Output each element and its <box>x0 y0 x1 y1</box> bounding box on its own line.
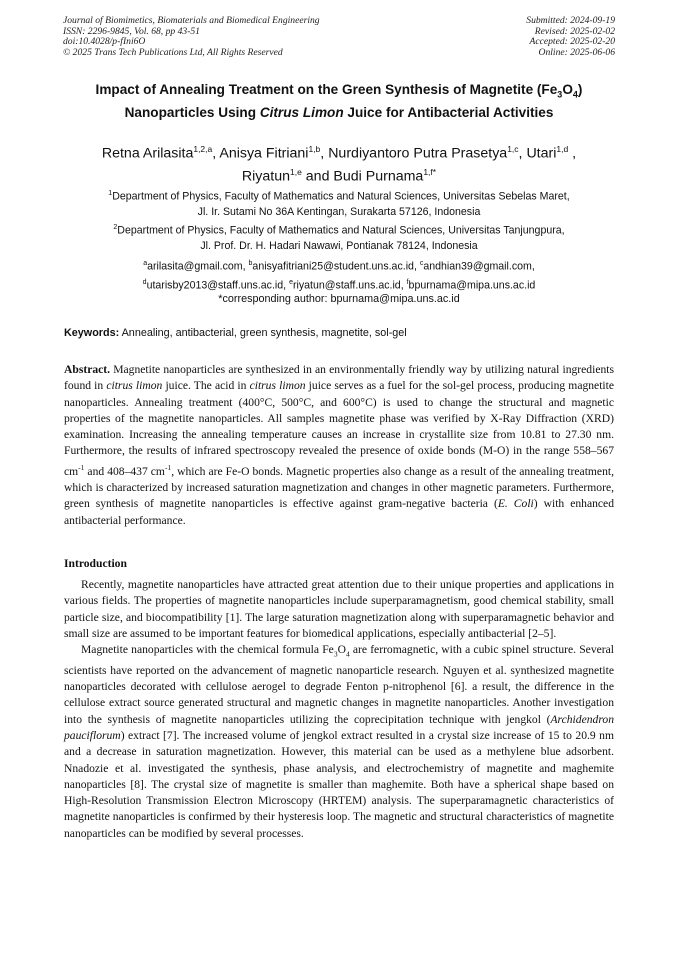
affiliation-1: $^1$Department of Physics, Faculty of Mathematics and Natural Sciences, Universitas Sebelas Maret, Jl. Ir. Sutami No 36A Kentingan, Surakarta 57126, Indonesia <box>108 190 570 218</box>
author-name: Riyatun <box>241 168 291 185</box>
abstract-label: Abstract. <box>64 363 111 376</box>
author-emails: $^a$arilasita@gmail.com, $^b$anisyafitriani25@student.uns.ac.id, $^c$andhian39@gmail.com, $^d$utarisby2013@staff.uns.ac.id, $^e$riyatun@staff.uns.ac.id, $^f$bpurnama@mipa.uns.ac.id <box>142 260 536 292</box>
email-link[interactable]: anisyafitriani25@student.uns.ac.id <box>252 260 414 273</box>
paragraph: Magnetite nanoparticles with the chemical formula $Fe_3O_4$ are ferromagnetic, with a cubic spinel structure. Several scientists have reported on the advancement of magnetic nanoparticle research. Nguyen et al. synthesized magnetite nanoparticles decorated with cellulose aerogel to degrade Fenton p-nitrophenol [6]. a result, the difference in the cellulose extract source generated structural and magnetic changes in magnetite nanoparticles. Another investigation into the synthesis of magnetite nanoparticles utilizing the coprecipitation technique with jengkol (Archidendron pauciflorum) extract [7]. The increased volume of jengkol extract resulted in a crystal size increase of 15 to 20.9 nm and a decrease in saturation magnetization. However, this material can be used as a methylene blue adsorbent. Nnadozie et al. investigated the synthesis, phase analysis, and electrochemistry of magnetite and maghemite nanoparticles [8]. The crystal size of magnetite is smaller than maghemite. Both have a spherical shape based on High-Resolution Transmission Electron Microscopy (HRTEM) analysis. The superparamagnetic characteristics of magnetite nanoparticles is confirmed by their hysteresis loop. The magnetic and structural characteristics of magnetite nanoparticles can be modified by several processes. <box>64 643 614 840</box>
keywords-label: Keywords: <box>64 327 120 339</box>
submitted-date: Submitted: 2024-09-19 <box>526 15 615 26</box>
email-link[interactable]: andhian39@gmail.com <box>423 260 532 273</box>
author-name: Utari <box>526 145 557 162</box>
introduction-body <box>64 577 614 842</box>
journal-info <box>63 16 320 58</box>
accepted-date: Accepted: 2025-02-20 <box>529 36 615 48</box>
keywords-text: Annealing, antibacterial, green synthesis, magnetite, sol-gel <box>119 327 407 339</box>
author-name: Retna Arilasita <box>101 145 194 162</box>
author-name: Nurdiyantoro Putra Prasetya <box>328 145 508 162</box>
copyright: © 2025 Trans Tech Publications Ltd, All Rights Reserved <box>63 46 283 58</box>
journal-doi[interactable]: doi:10.4028/p-fIni6O <box>63 36 146 48</box>
keywords <box>64 327 407 339</box>
journal-issn: ISSN: 2296-9845, Vol. 68, pp 43-51 <box>63 25 200 37</box>
corresponding-author: *corresponding author: bpurnama@mipa.uns.ac.id <box>218 293 460 305</box>
publication-dates <box>526 16 615 58</box>
email-link[interactable]: utarisby2013@staff.uns.ac.id <box>146 279 284 292</box>
revised-date: Revised: 2025-02-02 <box>534 25 615 37</box>
email-link[interactable]: riyatun@staff.uns.ac.id <box>292 279 401 292</box>
paragraph: Recently, magnetite nanoparticles have attracted great attention due to their unique properties and applications in various fields. The properties of magnetite nanoparticles include superparamagnetism, good chemical stability, small particle size, and biocompatibility [1]. The large saturation magnetization along with superparamagnetic behavior and small size are assumed to be important features for biomedical applications, especially antibacterial [2–5]. <box>64 578 614 640</box>
email-link[interactable]: arilasita@gmail.com <box>147 260 243 273</box>
journal-name: Journal of Biomimetics, Biomaterials and Biomedical Engineering <box>63 15 320 26</box>
paper-title: Impact of Annealing Treatment on the Green Synthesis of Magnetite $(Fe_3O_4)$ Nanoparticles Using Citrus Limon Juice for Antibacterial Activities <box>95 82 583 120</box>
abstract: Abstract. Magnetite nanoparticles are synthesized in an environmentally friendly way by utilizing natural ingredients found in citrus limon juice. The acid in citrus limon juice serves as a fuel for the sol-gel process, producing magnetite nanoparticles. Annealing treatment (400°C, 500°C, and 600°C) is used to change the structural and magnetic properties of the magnetite nanoparticles. All samples magnetite phase was verified by X-Ray Diffraction (XRD) examination. Increasing the annealing temperature causes an increase in crystallite size from 10.81 to 27.30 nm. Furthermore, the results of infrared spectroscopy revealed the presence of oxide bonds (M-O) in the range 558–567 $cm^{-1}$ and 408–437 $cm^{-1}$, which are Fe-O bonds. Magnetic properties also change as a result of the annealing treatment, which is characterized by increased saturation magnetization and changes in other magnetic parameters. Furthermore, green synthesis of magnetite nanoparticles is effective against gram-negative bacteria (E. Coli) with enhanced antibacterial performance. <box>64 363 615 527</box>
online-date: Online: 2025-06-06 <box>538 46 615 58</box>
email-link[interactable]: bpurnama@mipa.uns.ac.id <box>408 279 536 292</box>
author-list: Retna Arilasita$^{1,2,a}$, Anisya Fitriani$^{1,b}$, Nurdiyantoro Putra Prasetya$^{1,c}$, Utari$^{1,d}$ , Riyatun$^{1,e}$ and Budi Purnama$^{1,f*}$ <box>101 144 577 185</box>
section-heading-introduction: Introduction <box>64 557 127 570</box>
author-name: Budi Purnama <box>333 168 424 185</box>
affiliation-2: $^2$Department of Physics, Faculty of Mathematics and Natural Sciences, Universitas Tanjungpura, Jl. Prof. Dr. H. Hadari Nawawi, Pontianak 78124, Indonesia <box>113 224 565 252</box>
author-name: Anisya Fitriani <box>219 145 309 162</box>
